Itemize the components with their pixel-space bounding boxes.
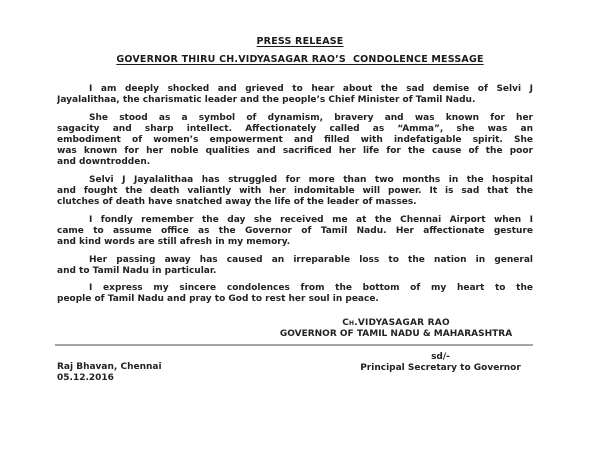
- paragraph-line: I fondly remember the day she received me at the Chennai Airport when I: [89, 214, 533, 225]
- paragraph: [57, 215, 533, 249]
- paragraph-line: I am deeply shocked and grieved to hear about the sad demise of Selvi J: [89, 84, 533, 94]
- document-title: PRESS RELEASE: [256, 36, 344, 47]
- paragraph-line: Her passing away has caused an irreparable loss to the nation in general: [89, 254, 533, 265]
- sd-line: sd/-: [431, 352, 450, 362]
- place-line: Raj Bhavan, Chennai: [57, 362, 162, 372]
- paragraph-line: and to Tamil Nadu in particular.: [57, 265, 217, 276]
- paragraph: [57, 175, 533, 209]
- paragraph: [57, 283, 533, 305]
- paragraph-line: people of Tamil Nadu and pray to God to rest her soul in peace.: [57, 294, 379, 305]
- paragraph-line: and downtrodden.: [57, 157, 151, 168]
- paragraph-line: came to assume office as the Governor of Tamil Nadu. Her affectionate gesture: [57, 225, 533, 236]
- date-line: 05.12.2016: [57, 372, 114, 383]
- paragraph-line: Jayalalithaa, the charismatic leader and the people’s Chief Minister of Tamil Nadu.: [57, 95, 476, 106]
- signatory-designation: GOVERNOR OF TAMIL NADU & MAHARASHTRA: [279, 329, 513, 339]
- paragraph-line: was known for her noble qualities and sacrificed her life for the cause of the poor: [57, 146, 533, 157]
- paragraph-line: I express my sincere condolences from the bottom of my heart to the: [89, 283, 533, 294]
- horizontal-divider: [55, 344, 533, 346]
- signatory-name: Ch.VIDYASAGAR RAO: [342, 318, 450, 328]
- paragraph: [57, 255, 533, 277]
- paragraph: [57, 113, 533, 169]
- paragraph-line: She stood as a symbol of dynamism, bravery and was known for her: [89, 112, 533, 123]
- footer-right-block: [348, 352, 533, 373]
- paragraph-line: and kind words are still afresh in my memory.: [57, 237, 291, 248]
- document-subtitle: GOVERNOR THIRU CH.VIDYASAGAR RAO’S CONDOLENCE MESSAGE: [116, 54, 484, 65]
- paragraph-line: Selvi J Jayalalithaa has struggled for more than two months in the hospital: [89, 174, 533, 185]
- paragraph: [57, 84, 533, 106]
- paragraph-line: embodiment of women’s empowerment and filled with indefatigable spirit. She: [57, 135, 533, 146]
- secretary-line: Principal Secretary to Governor: [360, 362, 521, 373]
- body-paragraphs: [57, 84, 533, 312]
- paragraph-line: sagacity and sharp intellect. Affectionately called as “Amma”, she was an: [57, 123, 533, 134]
- paragraph-line: and fought the death valiantly with her indomitable will power. It is sad that the: [57, 186, 533, 197]
- signature-block: [250, 318, 542, 340]
- footer-left-block: [57, 362, 162, 383]
- paragraph-line: clutches of death have snatched away the life of the leader of masses.: [57, 197, 417, 208]
